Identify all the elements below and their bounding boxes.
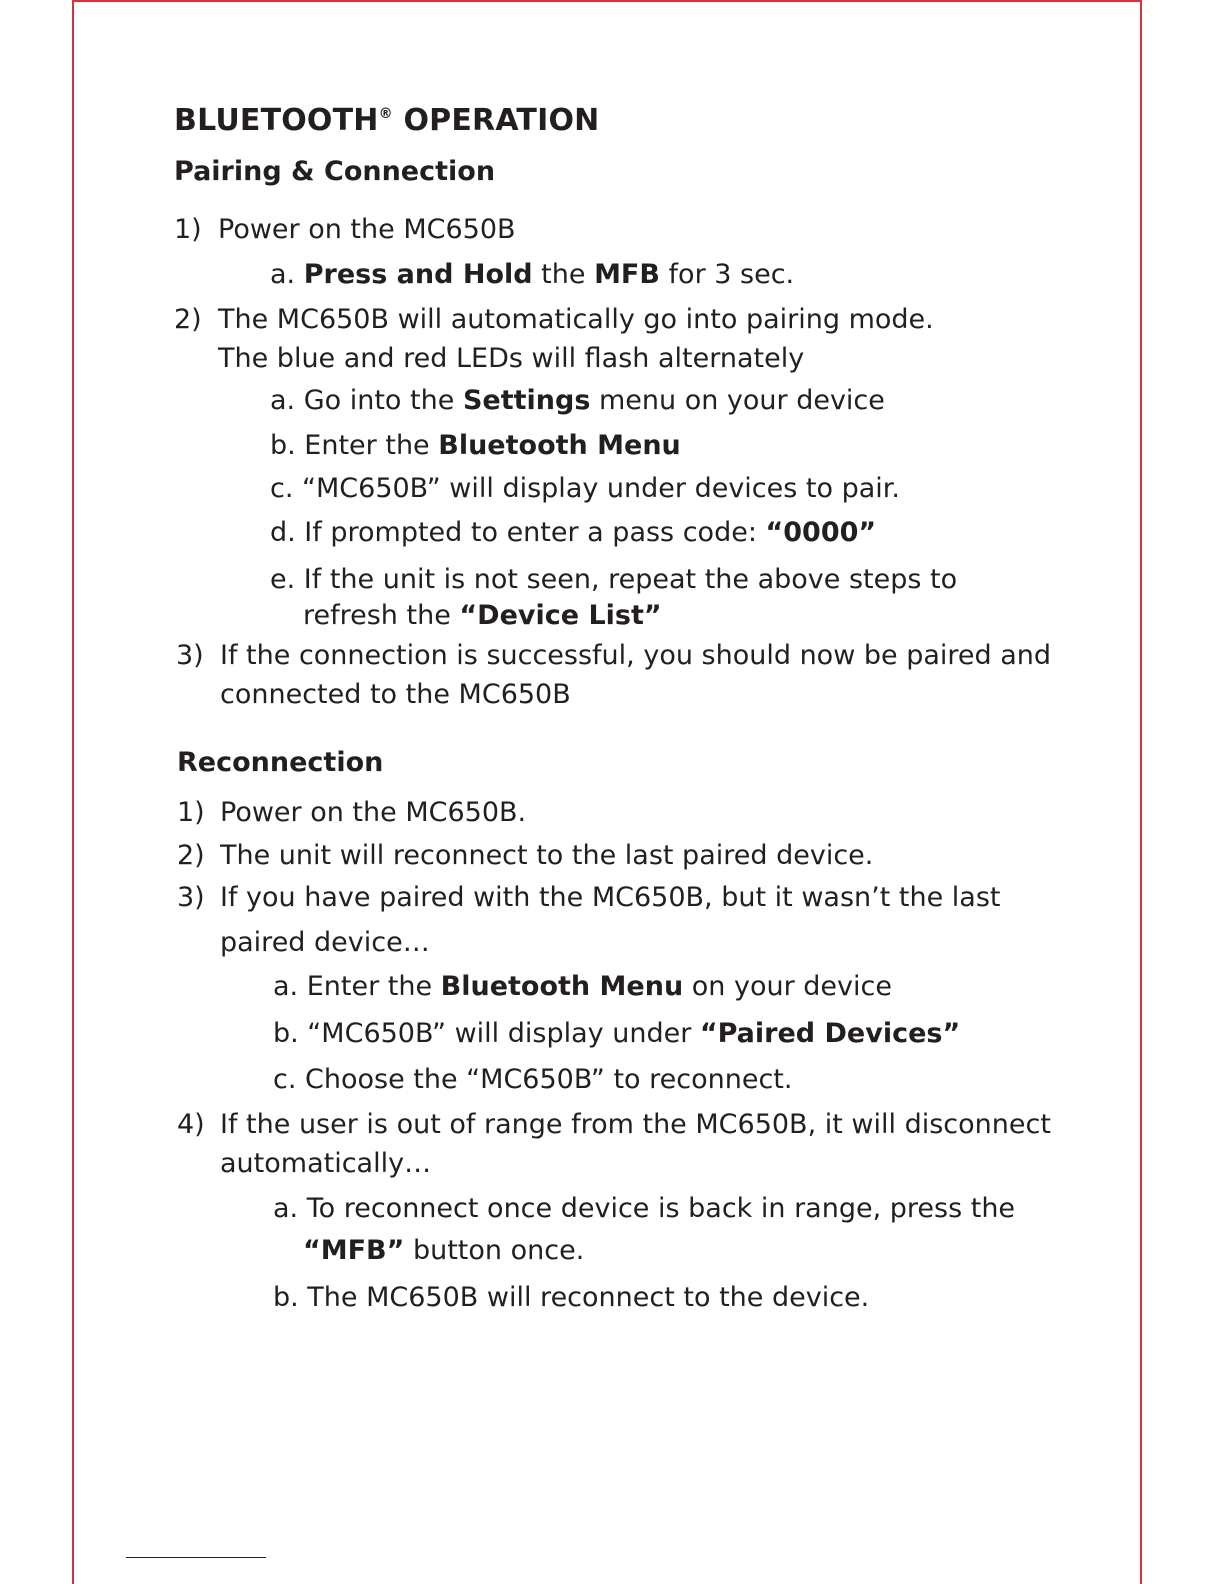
sub-item: a. Enter the Bluetooth Menu on your device <box>273 971 892 1002</box>
footer-rule <box>126 1557 266 1558</box>
list-number: 4) <box>177 1109 205 1140</box>
sub-item: e. If the unit is not seen, repeat the above steps to <box>270 564 958 595</box>
sub-item: b. Enter the Bluetooth Menu <box>270 430 681 461</box>
sub-item: c. Choose the “MC650B” to reconnect. <box>273 1064 793 1095</box>
list-number: 2) <box>174 304 202 335</box>
list-item-text: The blue and red LEDs will flash alternately <box>218 343 805 374</box>
sub-item: a. Go into the Settings menu on your device <box>270 385 885 416</box>
list-number: 1) <box>174 214 202 245</box>
sub-item: a. To reconnect once device is back in range, press the <box>273 1193 1016 1224</box>
page-title: BLUETOOTH® OPERATION <box>174 103 600 138</box>
list-number: 3) <box>177 882 205 913</box>
sub-item: a. Press and Hold the MFB for 3 sec. <box>270 259 795 290</box>
list-number: 1) <box>177 797 205 828</box>
sub-item-continued: refresh the “Device List” <box>303 600 662 631</box>
sub-item: b. “MC650B” will display under “Paired Devices” <box>273 1018 961 1049</box>
list-number: 2) <box>177 840 205 871</box>
list-item-text: automatically… <box>220 1148 432 1179</box>
list-item-text: The MC650B will automatically go into pairing mode. <box>218 304 934 335</box>
list-item-text: If the connection is successful, you should now be paired and <box>220 640 1052 671</box>
list-item-text: The unit will reconnect to the last paired device. <box>220 840 874 871</box>
list-item-text: paired device… <box>220 927 430 958</box>
list-item-text: If the user is out of range from the MC650B, it will disconnect <box>220 1109 1051 1140</box>
section-heading-pairing: Pairing & Connection <box>174 156 496 187</box>
registered-mark: ® <box>378 106 393 122</box>
list-item-text: If you have paired with the MC650B, but it wasn’t the last <box>220 882 1001 913</box>
sub-item-continued: “MFB” button once. <box>303 1235 585 1266</box>
sub-item: d. If prompted to enter a pass code: “0000” <box>270 517 877 548</box>
list-item-text: Power on the MC650B. <box>220 797 527 828</box>
list-item-text: Power on the MC650B <box>218 214 516 245</box>
list-number: 3) <box>176 640 204 671</box>
sub-item: b. The MC650B will reconnect to the device. <box>273 1282 870 1313</box>
section-heading-reconnection: Reconnection <box>177 747 384 778</box>
list-item-text: connected to the MC650B <box>220 679 571 710</box>
sub-item: c. “MC650B” will display under devices to pair. <box>270 473 900 504</box>
